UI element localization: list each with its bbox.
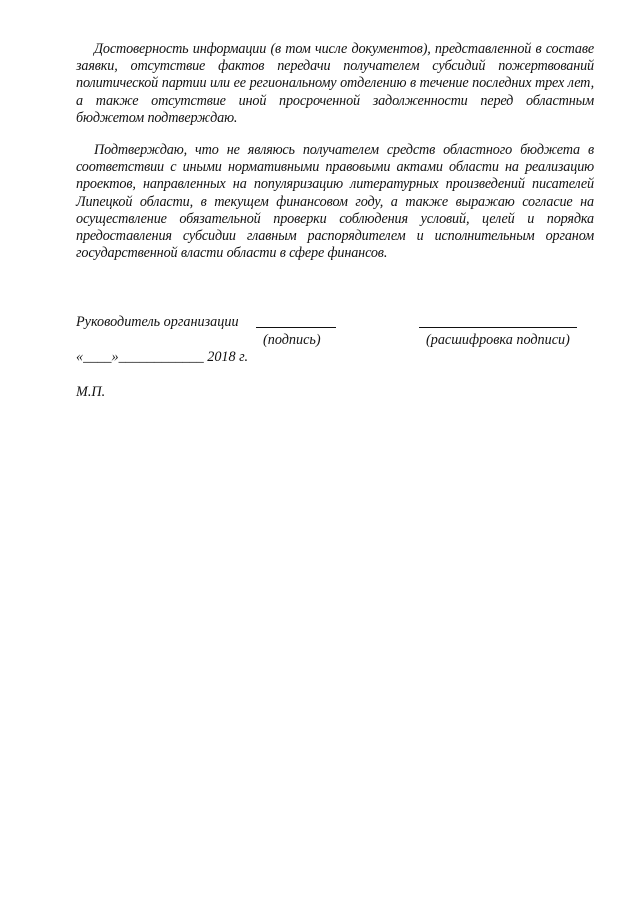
signature-decode-blank-line	[419, 327, 577, 328]
date-line: «____»____________ 2018 г.	[76, 349, 249, 365]
signature-blank-line	[256, 327, 336, 328]
confirmation-paragraph-1: Достоверность информации (в том числе документов), представленной в составе заявки, отсутствие фактов передачи получателем субсидий пожертвований политической партии или ее региональному отделению в течение последних трех лет, а также отсутствие иной просроченной задолженности перед областным бюджетом подтверждаю.	[76, 41, 594, 126]
stamp-place-label: М.П.	[76, 384, 106, 400]
signature-caption: (подпись)	[263, 332, 321, 348]
signature-decode-caption: (расшифровка подписи)	[426, 332, 570, 348]
head-of-organization-label: Руководитель организации	[76, 314, 239, 330]
confirmation-paragraph-2: Подтверждаю, что не являюсь получателем средств областного бюджета в соответствии с иными нормативными правовыми актами области на реализацию проектов, направленных на популяризацию литературных произведений писателей Липецкой области, в текущем финансовом году, а также выражаю согласие на осуществление обязательной проверки соблюдения условий, целей и порядка предоставления субсидии главным распорядителем и исполнительным органом государственной власти области в сфере финансов.	[76, 142, 594, 262]
